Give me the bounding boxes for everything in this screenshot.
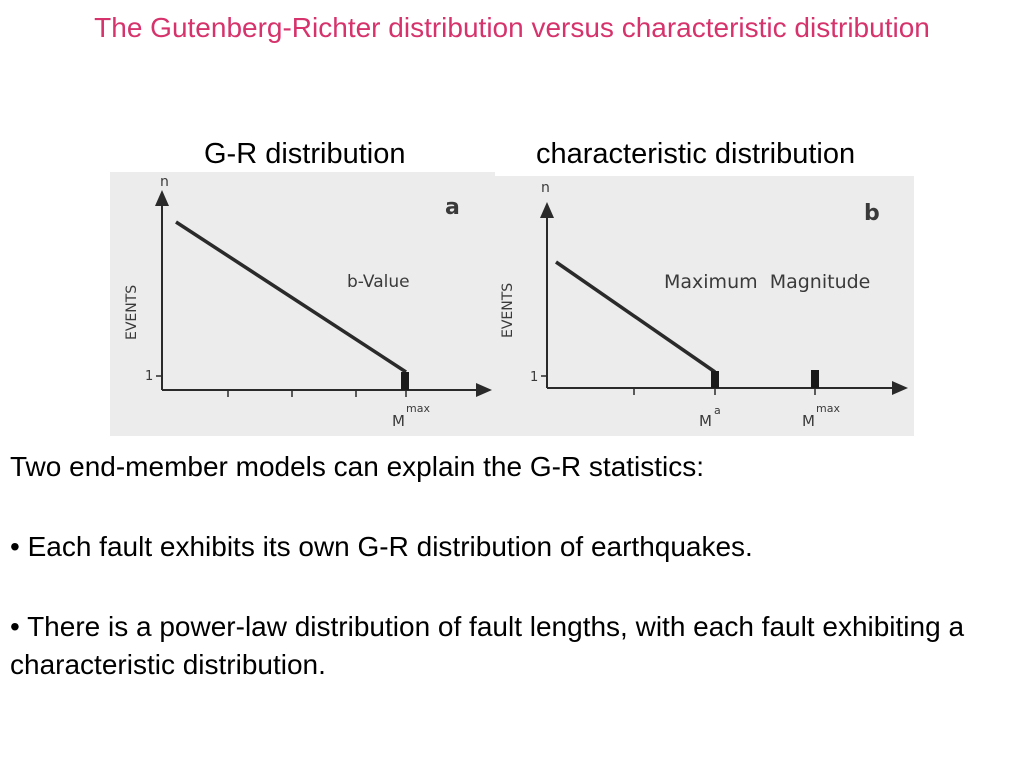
y-axis-label: EVENTS: [500, 282, 516, 338]
x-tick-ma-sup: a: [714, 404, 721, 417]
gr-line: [176, 222, 406, 372]
figure-gr-distribution: [110, 172, 495, 436]
figure-characteristic-distribution: [494, 176, 914, 436]
panel-letter: b: [864, 201, 880, 226]
panel-letter: a: [445, 195, 460, 220]
y-axis-top-label: n: [160, 174, 169, 190]
bullet-item-1: • Each fault exhibits its own G-R distribution of earthquakes.: [10, 531, 753, 562]
y-axis-arrow: [155, 190, 169, 206]
bullet-item-2: • There is a power-law distribution of fault lengths, with each fault exhibiting a characteristic distribution.: [10, 611, 965, 680]
y-tick-1-label: 1: [530, 370, 539, 385]
figure-a-graphic: [110, 172, 495, 436]
figure-b-graphic: [494, 176, 914, 436]
panel-a-header: G-R distribution: [204, 138, 406, 170]
panel-b-header: characteristic distribution: [536, 138, 856, 170]
y-axis-top-label: n: [541, 180, 550, 196]
y-axis-label: EVENTS: [124, 284, 140, 340]
ma-bar: [711, 371, 719, 388]
mmax-bar: [811, 370, 819, 388]
y-tick-1-label: 1: [145, 369, 154, 384]
slide-title: The Gutenberg-Richter distribution versus characteristic distribution: [94, 12, 930, 43]
x-tick-mmax-base: M: [392, 412, 405, 430]
annotation: Maximum Magnitude: [664, 271, 871, 293]
mmax-bar: [401, 372, 409, 390]
x-axis-ticks: [228, 390, 406, 397]
x-axis-arrow: [476, 383, 492, 397]
y-axis-arrow: [540, 202, 554, 218]
x-tick-mmax-sup: max: [816, 402, 840, 415]
annotation: b-Value: [347, 272, 410, 292]
x-tick-mmax-base: M: [802, 412, 815, 430]
x-tick-ma-base: M: [699, 412, 712, 430]
x-axis-ticks: [634, 388, 815, 395]
x-axis-arrow: [892, 381, 908, 395]
x-tick-mmax-sup: max: [406, 402, 430, 415]
intro-text: Two end-member models can explain the G-R statistics:: [10, 451, 705, 482]
